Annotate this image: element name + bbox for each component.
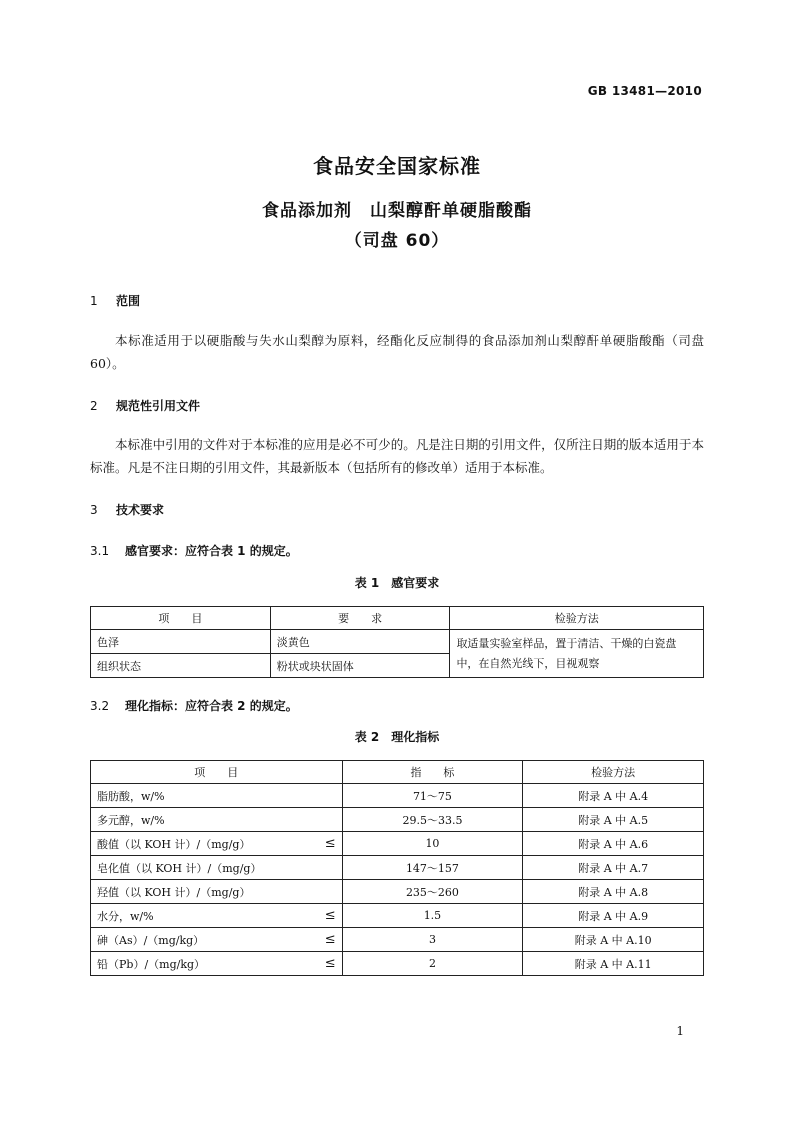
limit-symbol: ≤ <box>324 835 336 851</box>
section-heading-3-2 <box>90 697 298 714</box>
standard-number: GB 13481—2010 <box>587 84 702 98</box>
item-label: 铅（Pb）/（mg/kg） <box>97 957 206 971</box>
document-title: 食品安全国家标准 <box>313 154 481 178</box>
table-row <box>91 630 704 654</box>
item-cell: 组织状态 <box>91 654 271 678</box>
section-heading-3-1 <box>90 542 298 559</box>
physicochemical-indicators-table <box>90 760 704 976</box>
table-row <box>91 808 704 832</box>
section-paragraph-2 <box>90 433 704 479</box>
method-cell: 附录 A 中 A.9 <box>523 904 704 928</box>
item-label: 皂化值（以 KOH 计）/（mg/g） <box>97 861 262 875</box>
section-number: 2 <box>90 399 98 413</box>
column-header-value: 指 标 <box>342 761 523 784</box>
table2-caption: 表 2 理化指标 <box>354 730 440 744</box>
value-cell: 10 <box>342 832 523 856</box>
section-heading-2 <box>90 397 200 414</box>
item-cell <box>91 952 343 976</box>
section-title: 感官要求：应符合表 1 的规定。 <box>125 544 298 558</box>
value-cell: 3 <box>342 928 523 952</box>
column-header-item: 项 目 <box>91 607 271 630</box>
column-header-method: 检验方法 <box>450 607 704 630</box>
item-cell <box>91 904 343 928</box>
section-heading-1 <box>90 292 140 309</box>
document-subtitle: 食品添加剂 山梨醇酐单硬脂酸酯 <box>262 201 532 221</box>
item-label: 多元醇，w/% <box>97 813 165 827</box>
section-paragraph-1 <box>90 329 704 375</box>
paragraph-text: 本标准适用于以硬脂酸与失水山梨醇为原料，经酯化反应制得的食品添加剂山梨醇酐单硬脂酸酯（司盘 60）。 <box>90 333 704 371</box>
table-header-row <box>91 607 704 630</box>
limit-symbol: ≤ <box>324 907 336 923</box>
value-cell: 1.5 <box>342 904 523 928</box>
table-row <box>91 832 704 856</box>
method-cell: 附录 A 中 A.6 <box>523 832 704 856</box>
paragraph-text: 本标准中引用的文件对于本标准的应用是必不可少的。凡是注日期的引用文件，仅所注日期的版本适用于本标准。凡是不注日期的引用文件，其最新版本（包括所有的修改单）适用于本标准。 <box>90 437 704 475</box>
table-row <box>91 880 704 904</box>
page-number: 1 <box>676 1024 684 1038</box>
method-cell: 附录 A 中 A.7 <box>523 856 704 880</box>
method-cell: 取适量实验室样品，置于清洁、干燥的白瓷盘中，在自然光线下，目视观察 <box>450 630 704 678</box>
method-cell: 附录 A 中 A.5 <box>523 808 704 832</box>
section-number: 3 <box>90 503 98 517</box>
column-header-requirement: 要 求 <box>270 607 450 630</box>
table-header-row <box>91 761 704 784</box>
section-number: 3.2 <box>90 699 110 713</box>
table-row <box>91 928 704 952</box>
section-title: 规范性引用文件 <box>116 399 201 413</box>
limit-symbol: ≤ <box>324 931 336 947</box>
item-cell <box>91 880 343 904</box>
column-header-item: 项 目 <box>91 761 343 784</box>
item-cell <box>91 928 343 952</box>
table1-caption: 表 1 感官要求 <box>354 576 440 590</box>
table-row <box>91 952 704 976</box>
section-title: 理化指标：应符合表 2 的规定。 <box>125 699 298 713</box>
method-cell: 附录 A 中 A.4 <box>523 784 704 808</box>
item-cell <box>91 808 343 832</box>
item-cell <box>91 784 343 808</box>
value-cell: 29.5～33.5 <box>342 808 523 832</box>
section-heading-3 <box>90 501 164 518</box>
sensory-requirements-table <box>90 606 704 678</box>
requirement-cell: 粉状或块状固体 <box>270 654 450 678</box>
column-header-method: 检验方法 <box>523 761 704 784</box>
method-cell: 附录 A 中 A.11 <box>523 952 704 976</box>
table-row <box>91 784 704 808</box>
item-label: 砷（As）/（mg/kg） <box>97 933 205 947</box>
method-cell: 附录 A 中 A.10 <box>523 928 704 952</box>
value-cell: 2 <box>342 952 523 976</box>
limit-symbol: ≤ <box>324 955 336 971</box>
item-cell <box>91 856 343 880</box>
section-title: 范围 <box>116 294 141 308</box>
item-label: 水分，w/% <box>97 909 154 923</box>
value-cell: 235～260 <box>342 880 523 904</box>
item-label: 脂肪酸，w/% <box>97 789 165 803</box>
method-cell: 附录 A 中 A.8 <box>523 880 704 904</box>
requirement-cell: 淡黄色 <box>270 630 450 654</box>
section-number: 3.1 <box>90 544 110 558</box>
document-alias: （司盘 60） <box>344 231 450 251</box>
item-label: 酸值（以 KOH 计）/（mg/g） <box>97 837 251 851</box>
item-cell <box>91 832 343 856</box>
section-title: 技术要求 <box>116 503 165 517</box>
value-cell: 71～75 <box>342 784 523 808</box>
item-cell: 色泽 <box>91 630 271 654</box>
table-row <box>91 904 704 928</box>
value-cell: 147～157 <box>342 856 523 880</box>
table-row <box>91 856 704 880</box>
section-number: 1 <box>90 294 98 308</box>
item-label: 羟值（以 KOH 计）/（mg/g） <box>97 885 251 899</box>
